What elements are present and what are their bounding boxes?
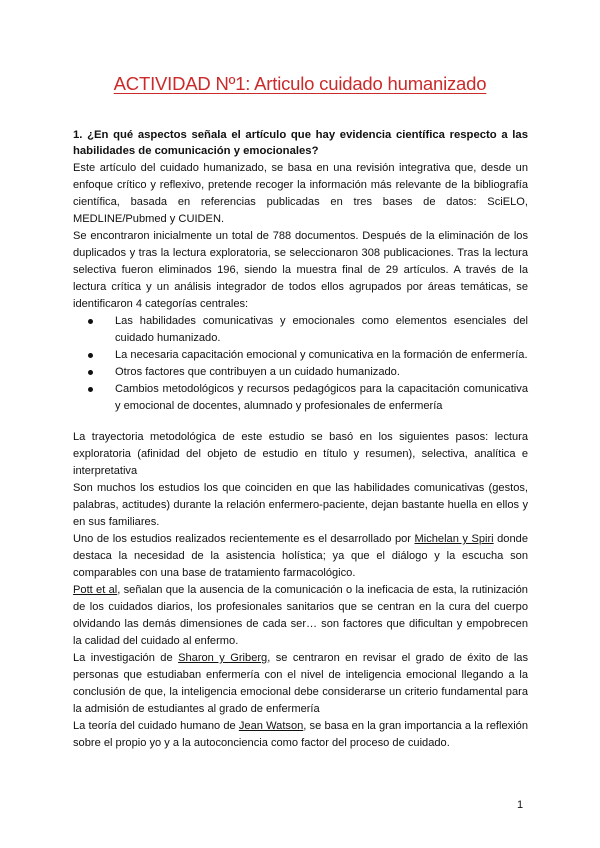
citation-jean-watson: Jean Watson: [238, 720, 304, 732]
spacer: [73, 415, 528, 429]
question-heading: 1. ¿En qué aspectos señala el artículo que hay evidencia científica respecto a las habilidades de comunicación y emocionales?: [73, 129, 528, 157]
citation-pott: Pott et al: [73, 584, 118, 596]
text-span: , señalan que la ausencia de la comunicación o la ineficacia de esta, la rutinización de los cuidados diarios, los profesionales sanitarios que se centran en la cura del cuerpo olvidando las demás dimensiones de cada ser… son factores que dificultan y empobrecen la calidad del cuidado al enfermo.: [73, 584, 528, 647]
citation-michelan-spiri: Michelan y Spiri: [414, 533, 494, 545]
text-span: donde destaca la necesidad de la asistencia holística; ya que el diálogo y la escucha son comparables con una base de tratamiento farmacológico.: [73, 533, 528, 579]
list-item: La necesaria capacitación emocional y comunicativa en la formación de enfermería.: [115, 347, 528, 364]
paragraph-methodology: La trayectoria metodológica de este estudio se basó en los siguientes pasos: lectura exploratoria (afinidad del objeto de estudio en título y resumen), selectiva, analítica e interpretativa: [73, 431, 528, 477]
text-span: , se basa en la gran importancia a la reflexión sobre el propio yo y a la autoconciencia como factor del proceso de cuidado.: [73, 720, 528, 749]
page-number: 1: [517, 799, 524, 811]
document-body: [73, 127, 528, 752]
paragraph-communication: Son muchos los estudios los que coinciden en que las habilidades comunicativas (gestos, palabras, actitudes) durante la relación enfermero-paciente, dejan bastante huella en ellos y en sus familiares.: [73, 482, 528, 528]
list-item: Las habilidades comunicativas y emocionales como elementos esenciales del cuidado humanizado.: [115, 313, 528, 347]
paragraph-michelan: [73, 531, 528, 582]
text-span: La investigación de: [73, 652, 179, 664]
citation-sharon-griberg: Sharon y Griberg: [178, 652, 268, 664]
paragraph-pott: [73, 582, 528, 650]
list-item: Cambios metodológicos y recursos pedagógicos para la capacitación comunicativa y emocional de docentes, alumnado y profesionales de enfermería: [115, 381, 528, 415]
text-span: , se centraron en revisar el grado de éxito de las personas que estudiaban enfermería con el nivel de inteligencia emocional llegando a la conclusión de que, la inteligencia emocional debe considerarse un criterio fundamental para la admisión de estudiantes al grado de enfermería: [73, 652, 529, 715]
paragraph-intro: Este artículo del cuidado humanizado, se basa en una revisión integrativa que, desde un enfoque crítico y reflexivo, pretende recoger la información más relevante de la bibliografía científica, basada en referencias publicadas en tres bases de datos: SciELO, MEDLINE/Pubmed y CUIDEN.: [73, 162, 528, 225]
paragraph-sharon: [73, 650, 528, 718]
categories-list: [73, 313, 528, 415]
paragraph-watson: [73, 718, 528, 752]
text-span: Uno de los estudios realizados recientemente es el desarrollado por: [73, 533, 415, 545]
text-span: La teoría del cuidado humano de: [73, 720, 239, 732]
paragraph-results: Se encontraron inicialmente un total de 788 documentos. Después de la eliminación de los duplicados y tras la lectura exploratoria, se seleccionaron 308 publicaciones. Tras la lectura selectiva fueron eliminados 196, siendo la muestra final de 29 artículos. A través de la lectura crítica y un análisis integrador de todos ellos agrupados por áreas temáticas, se identificaron 4 categorías centrales:: [73, 230, 528, 310]
list-item: Otros factores que contribuyen a un cuidado humanizado.: [115, 364, 528, 381]
page-title: ACTIVIDAD Nº1: Articulo cuidado humanizado: [113, 73, 487, 94]
